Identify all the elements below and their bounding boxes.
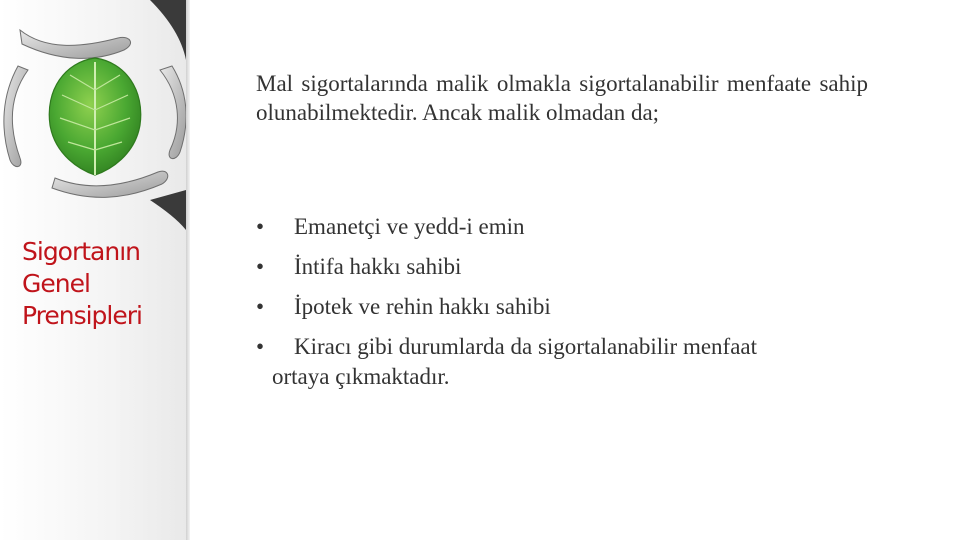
bullet-list [256,207,896,367]
list-item-text: İntifa hakkı sahibi [294,254,462,279]
title-line: Genel [22,269,90,298]
bullet-icon: • [256,214,265,239]
list-item [256,287,896,327]
list-item [256,327,896,367]
list-item-text: Emanetçi ve yedd-i emin [294,214,525,239]
list-item-text: Kiracı gibi durumlarda da sigortalanabilir menfaat [294,334,758,359]
bullet-icon: • [256,254,265,279]
page-title [22,236,182,332]
sidebar-divider [186,0,190,540]
list-item [256,207,896,247]
title-line: Prensipleri [22,301,142,330]
continuation-text: ortaya çıkmaktadır. [272,364,450,389]
bullet-icon: • [256,334,265,359]
intro-paragraph: Mal sigortalarında malik olmakla sigortalanabilir menfaate sahip olunabilmektedir. Ancak malik olmadan da; [256,71,868,125]
title-line: Sigortanın [22,237,141,266]
bullet-icon: • [256,294,265,319]
leaf-icon [49,58,141,175]
list-item-text: İpotek ve rehin hakkı sahibi [294,294,551,319]
hands-leaf-image [0,0,186,230]
list-item [256,247,896,287]
